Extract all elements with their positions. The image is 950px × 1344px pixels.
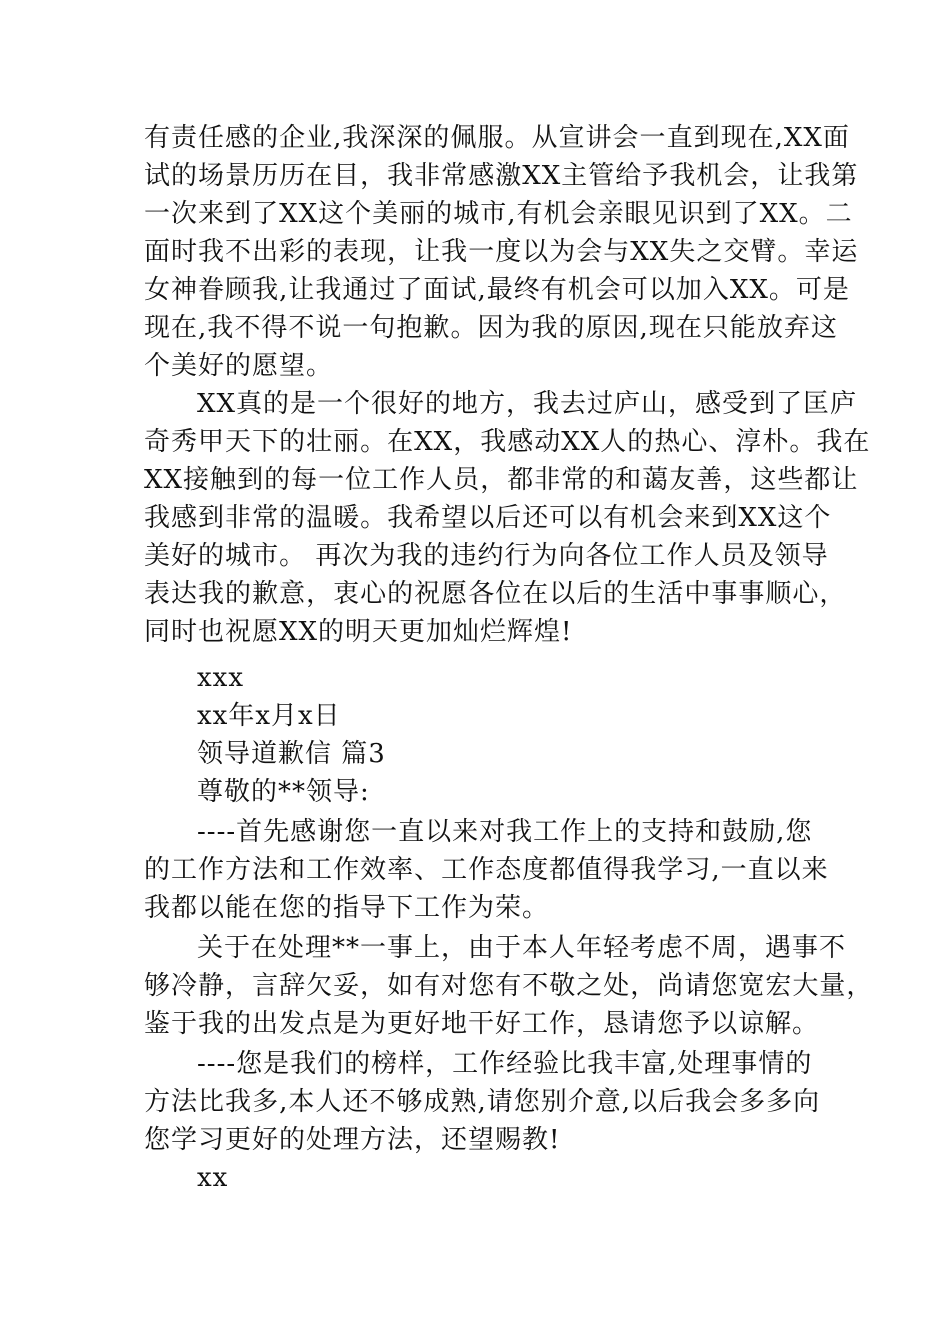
text-line: 方 法 比 我 多 , 本 人 还 不 够 成 熟 , 请 您 别 介 意 , 以 后 我 会 多 多 向: [144, 1087, 821, 1117]
text-line: 有 责 任 感 的 企 业 , 我 深 深 的 佩 服 。 从 宣 讲 会 一 直 到 现 在 , X X 面: [144, 123, 850, 153]
signature-date: xx年x月x日: [197, 701, 341, 731]
signature-name: xxx: [197, 663, 244, 693]
text-line: 够 冷 静 ， 言 辞 欠 妥 ， 如 有 对 您 有 不 敬 之 处 ， 尚 请 您 宽 宏 大 量 ，: [144, 971, 874, 1001]
text-line: 同时也祝愿XX的明天更加灿烂辉煌!: [144, 617, 573, 647]
salutation: 尊敬的**领导:: [197, 777, 370, 807]
text-line: 表 达 我 的 歉 意 ， 衷 心 的 祝 愿 各 位 在 以 后 的 生 活 中 事 事 顺 心 ，: [144, 579, 847, 609]
paragraph-first-line: ----您是我们的榜样，工作经验比我丰富,处理事情的: [197, 1049, 813, 1079]
paragraph-first-line: 关于在处理**一事上，由于本人年轻考虑不周，遇事不: [197, 933, 847, 963]
text-line: 奇 秀 甲 天 下 的 壮 丽 。 在 X X ， 我 感 动 X X 人 的 热 心 、 淳 朴 。 我 在: [144, 427, 871, 457]
text-line: 鉴于我的出发点是为更好地干好工作，恳请您予以谅解。: [144, 1009, 820, 1039]
text-line: 我 感 到 非 常 的 温 暖 。 我 希 望 以 后 还 可 以 有 机 会 来 到 X X 这 个: [144, 503, 832, 533]
paragraph-first-line: ----首先感谢您一直以来对我工作上的支持和鼓励,您: [197, 817, 813, 847]
text-line: X X 接 触 到 的 每 一 位 工 作 人 员 ， 都 非 常 的 和 蔼 友 善 ， 这 些 都 让: [144, 465, 859, 495]
text-line: 您学习更好的处理方法，还望赐教!: [144, 1125, 561, 1155]
text-line: 试 的 场 景 历 历 在 目 ， 我 非 常 感 激 X X 主 管 给 予 我 机 会 ， 让 我 第: [144, 161, 859, 191]
signature-name: xx: [197, 1163, 229, 1193]
text-line: 我都以能在您的指导下工作为荣。: [144, 893, 550, 923]
text-line: 一 次 来 到 了 X X 这 个 美 丽 的 城 市 , 有 机 会 亲 眼 见 识 到 了 X X 。 二: [144, 199, 853, 229]
section-heading: 领导道歉信 篇3: [197, 739, 386, 769]
text-line: 个美好的愿望。: [144, 351, 334, 381]
text-line: 的 工 作 方 法 和 工 作 效 率 、 工 作 态 度 都 值 得 我 学 习 , 一 直 以 来: [144, 855, 829, 885]
text-line: 现 在 , 我 不 得 不 说 一 句 抱 歉 。 因 为 我 的 原 因 , 现 在 只 能 放 弃 这: [144, 313, 838, 343]
text-line: 美 好 的 城 市 。 再 次 为 我 的 违 约 行 为 向 各 位 工 作 人 员 及 领 导: [144, 541, 829, 571]
text-line: 女 神 眷 顾 我 , 让 我 通 过 了 面 试 , 最 终 有 机 会 可 以 加 入 X X 。 可 是: [144, 275, 850, 305]
paragraph-first-line: XX真的是一个很好的地方，我去过庐山，感受到了匡庐: [197, 389, 858, 419]
text-line: 面 时 我 不 出 彩 的 表 现 ， 让 我 一 度 以 为 会 与 X X 失 之 交 臂 。 幸 运: [144, 237, 859, 267]
